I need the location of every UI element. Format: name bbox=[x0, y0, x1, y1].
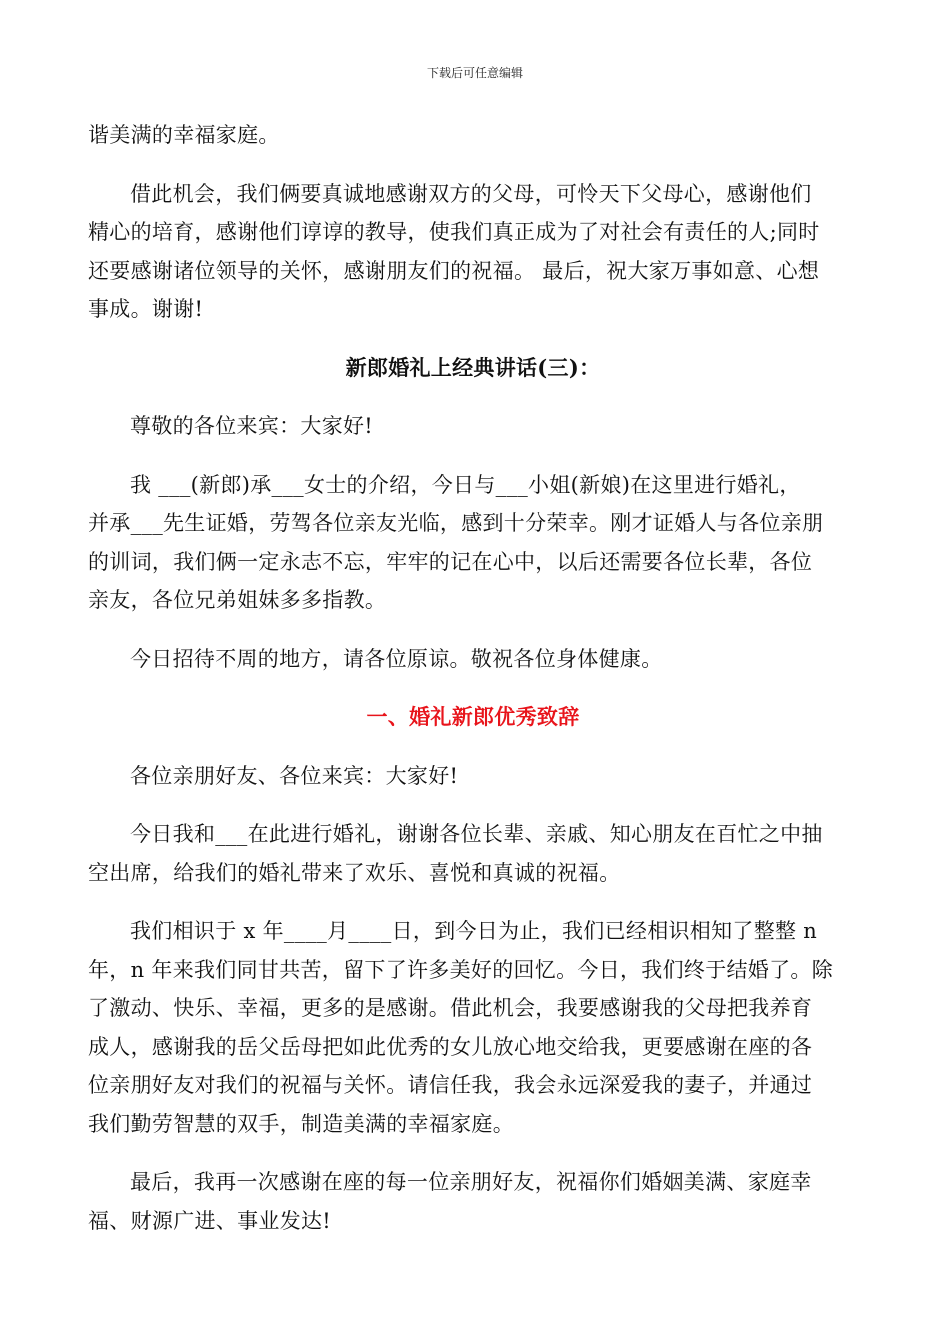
text-line: 了激动、快乐、幸福，更多的是感谢。借此机会，我要感谢我的父母把我养育 bbox=[88, 996, 813, 1020]
text-line: 今日招待不周的地方，请各位原谅。敬祝各位身体健康。 bbox=[130, 646, 663, 671]
paragraph-thanks-guests bbox=[88, 815, 858, 892]
text-line: 我 ___(新郎)承___女士的介绍，今日与___小姐(新娘)在这里进行婚礼， bbox=[130, 472, 801, 497]
section-heading: 新郎婚礼上经典讲话(三)： bbox=[345, 354, 601, 380]
text-line: 并承___先生证婚，劳驾各位亲友光临，感到十分荣幸。刚才证婚人与各位亲朋 bbox=[88, 511, 824, 535]
paragraph-greeting bbox=[88, 407, 858, 446]
text-line: 我们相识于 x 年____月____日，到今日为止，我们已经相识相知了整整 n bbox=[130, 919, 818, 943]
text-line: 还要感谢诸位领导的关怀，感谢朋友们的祝福。 最后，祝大家万事如意、心想 bbox=[88, 258, 820, 283]
text-line: 我们勤劳智慧的双手，制造美满的幸福家庭。 bbox=[88, 1111, 514, 1136]
text-line: 位亲朋好友对我们的祝福与关怀。请信任我，我会永远深爱我的妻子，并通过 bbox=[88, 1073, 813, 1097]
text-line: 谐美满的幸福家庭。 bbox=[88, 123, 280, 147]
text-line: 年，n 年来我们同甘共苦，留下了许多美好的回忆。今日，我们终于结婚了。除 bbox=[88, 957, 833, 982]
page-header: 下载后可任意编辑 bbox=[426, 66, 523, 80]
text-line: 空出席，给我们的婚礼带来了欢乐、喜悦和真诚的祝福。 bbox=[88, 860, 621, 885]
text-line: 成人，感谢我的岳父岳母把如此优秀的女儿放心地交给我，更要感谢在座的各 bbox=[88, 1034, 813, 1059]
paragraph-greeting-2 bbox=[88, 757, 858, 796]
text-line: 精心的培育，感谢他们谆谆的教导，使我们真正成为了对社会有责任的人;同时 bbox=[88, 220, 820, 244]
paragraph-story bbox=[88, 912, 858, 1143]
text-line: 福、财源广进、事业发达! bbox=[88, 1208, 332, 1233]
text-line: 尊敬的各位来宾：大家好! bbox=[130, 414, 374, 438]
paragraph-continuation bbox=[88, 116, 858, 155]
text-line: 借此机会，我们俩要真诚地感谢双方的父母，可怜天下父母心，感谢他们 bbox=[130, 181, 812, 206]
paragraph-apology bbox=[88, 640, 858, 679]
text-line: 亲友，各位兄弟姐妹多多指教。 bbox=[88, 588, 387, 612]
text-line: 今日我和___在此进行婚礼，谢谢各位长辈、亲戚、知心朋友在百忙之中抽 bbox=[130, 822, 823, 846]
document-body bbox=[88, 116, 858, 1260]
text-line: 各位亲朋好友、各位来宾：大家好! bbox=[130, 763, 459, 788]
paragraph-closing bbox=[88, 1163, 858, 1240]
section-heading-red: 一、婚礼新郎优秀致辞 bbox=[366, 704, 580, 729]
paragraph-introduction bbox=[88, 466, 858, 620]
text-line: 的训词，我们俩一定永志不忘，牢牢的记在心中，以后还需要各位长辈，各位 bbox=[88, 549, 813, 574]
paragraph-thanks-parents bbox=[88, 175, 858, 329]
text-line: 最后，我再一次感谢在座的每一位亲朋好友，祝福你们婚姻美满、家庭幸 bbox=[130, 1170, 812, 1194]
text-line: 事成。谢谢! bbox=[88, 297, 204, 321]
